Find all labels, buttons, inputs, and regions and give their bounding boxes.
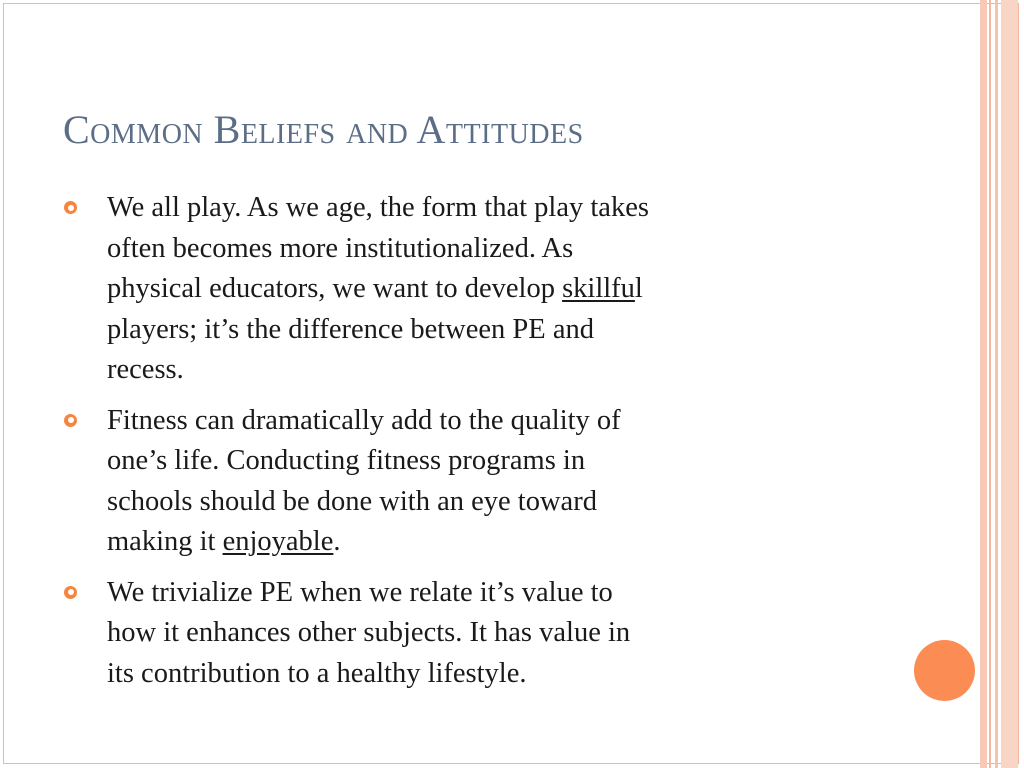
- text-run: how it enhances other subjects. It has value in: [107, 617, 631, 648]
- bullet-text-line: [107, 188, 884, 229]
- text-run: We all play. As we age, the form that play takes: [107, 192, 649, 223]
- bullet-text-line: [107, 229, 884, 270]
- text-run: recess.: [107, 354, 184, 385]
- text-run: its contribution to a healthy lifestyle.: [107, 657, 527, 689]
- bullet-item: [64, 401, 884, 563]
- text-run: We trivialize PE when we relate it’s value to: [107, 576, 613, 608]
- underlined-text: enjoyable: [222, 526, 334, 557]
- bullet-text-line: [107, 441, 884, 482]
- text-run: schools should be done with an eye toward: [107, 485, 597, 517]
- bullet-list: [64, 188, 884, 704]
- bullet-circle-icon: [64, 414, 77, 427]
- text-run: making it: [107, 526, 223, 557]
- text-run: one’s life. Conducting fitness programs in: [107, 445, 586, 476]
- bullet-text-line: [107, 310, 884, 351]
- bullet-text-line: [107, 613, 884, 654]
- decorative-stripe: [989, 0, 991, 768]
- bullet-circle-icon: [64, 586, 77, 599]
- slide-title: Common Beliefs and Attitudes: [63, 107, 584, 152]
- text-run: l: [634, 273, 643, 304]
- bullet-circle-icon: [64, 201, 77, 214]
- decorative-stripe: [980, 0, 987, 768]
- text-run: Fitness can dramatically add to the quality of: [107, 404, 621, 436]
- bullet-text-line: [107, 573, 884, 614]
- underlined-text: skillfu: [562, 273, 635, 304]
- bullet-text-line: [107, 350, 884, 391]
- bullet-text-line: [107, 654, 884, 695]
- text-run: .: [333, 526, 341, 557]
- bullet-text-line: [107, 401, 884, 442]
- bullet-text-line: [107, 522, 884, 563]
- bullet-item: [64, 188, 884, 391]
- bullet-text-line: [107, 482, 884, 523]
- decorative-stripe: [1001, 0, 1018, 768]
- bullet-text-line: [107, 269, 884, 310]
- text-run: players; it’s the difference between PE and: [107, 313, 594, 345]
- text-run: often becomes more institutionalized. As: [107, 232, 574, 264]
- text-run: physical educators, we want to develop: [107, 273, 563, 304]
- bullet-item: [64, 573, 884, 695]
- decorative-stripe: [995, 0, 998, 768]
- decorative-circle: [914, 640, 975, 701]
